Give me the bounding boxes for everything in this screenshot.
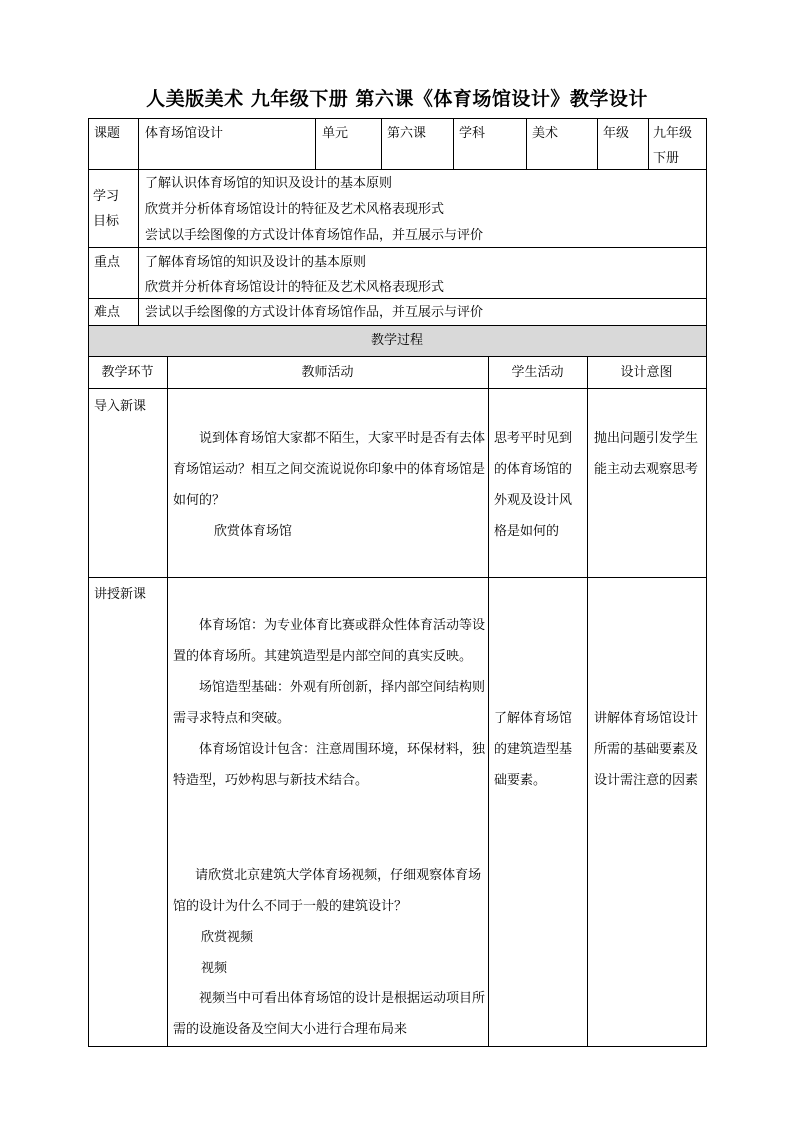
intro-teacher-text: 说到体育场馆大家都不陌生，大家平时是否有去体育场馆运动？相互之间交流说说你印象中的体育场馆是如何的？	[173, 431, 485, 508]
difficult-text: 尝试以手绘图像的方式设计体育场馆作品，并互展示与评价	[145, 305, 484, 320]
lecture-phase: 讲授新课	[94, 587, 147, 602]
lecture-question: 请欣赏北京建筑大学体育场视频，仔细观察体育场馆的设计为什么不同于一般的建筑设计？	[173, 868, 482, 914]
goals-label: 学习目标	[93, 189, 120, 229]
unit-value: 第六课	[387, 126, 427, 141]
goals-line-1: 了解认识体育场馆的知识及设计的基本原则	[145, 176, 393, 191]
lecture-para-2: 场馆造型基础：外观有所创新，择内部空间结构则需寻求特点和突破。	[173, 680, 485, 726]
process-header: 教学过程	[370, 333, 423, 348]
col-student: 学生活动	[511, 365, 564, 380]
grade-value: 九年级下册	[653, 126, 693, 166]
key-line-1: 了解体育场馆的知识及设计的基本原则	[145, 255, 367, 270]
intro-teacher-sub: 欣赏体育场馆	[214, 524, 293, 539]
lecture-student: 了解体育场馆的建筑造型基础要素。	[494, 711, 573, 788]
lecture-sub-1: 欣赏视频	[201, 930, 254, 945]
key-label: 重点	[94, 255, 121, 270]
intro-student: 思考平时见到的体育场馆的外观及设计风格是如何的	[494, 431, 573, 539]
goals-line-3: 尝试以手绘图像的方式设计体育场馆作品，并互展示与评价	[145, 228, 484, 243]
lecture-para-1: 体育场馆：为专业体育比赛或群众性体育活动等设置的体育场所。其建筑造型是内部空间的真实反映。	[173, 618, 485, 664]
grade-label: 年级	[603, 126, 630, 141]
col-phase: 教学环节	[101, 365, 154, 380]
unit-label: 单元	[322, 126, 349, 141]
col-teacher: 教师活动	[301, 365, 354, 380]
lecture-para-3: 体育场馆设计包含：注意周围环境，环保材料，独特造型，巧妙构思与新技术结合。	[173, 742, 485, 788]
lecture-intent: 讲解体育场馆设计所需的基础要素及设计需注意的因素	[594, 711, 699, 788]
difficult-label: 难点	[94, 305, 121, 320]
lecture-tail: 视频当中可看出体育场馆的设计是根据运动项目所需的设施设备及空间大小进行合理布局来	[173, 991, 485, 1037]
document-title: 人美版美术 九年级下册 第六课《体育场馆设计》教学设计	[146, 88, 648, 110]
topic-label: 课题	[94, 126, 121, 141]
intro-intent: 抛出问题引发学生能主动去观察思考	[594, 431, 699, 477]
subject-value: 美术	[532, 126, 559, 141]
intro-phase: 导入新课	[94, 399, 147, 414]
col-intent: 设计意图	[620, 365, 673, 380]
goals-line-2: 欣赏并分析体育场馆设计的特征及艺术风格表现形式	[145, 202, 445, 217]
lecture-sub-2: 视频	[201, 961, 228, 976]
subject-label: 学科	[459, 126, 486, 141]
topic-value: 体育场馆设计	[145, 126, 224, 141]
key-line-2: 欣赏并分析体育场馆设计的特征及艺术风格表现形式	[145, 280, 445, 295]
lecture-teacher-text	[173, 610, 485, 796]
